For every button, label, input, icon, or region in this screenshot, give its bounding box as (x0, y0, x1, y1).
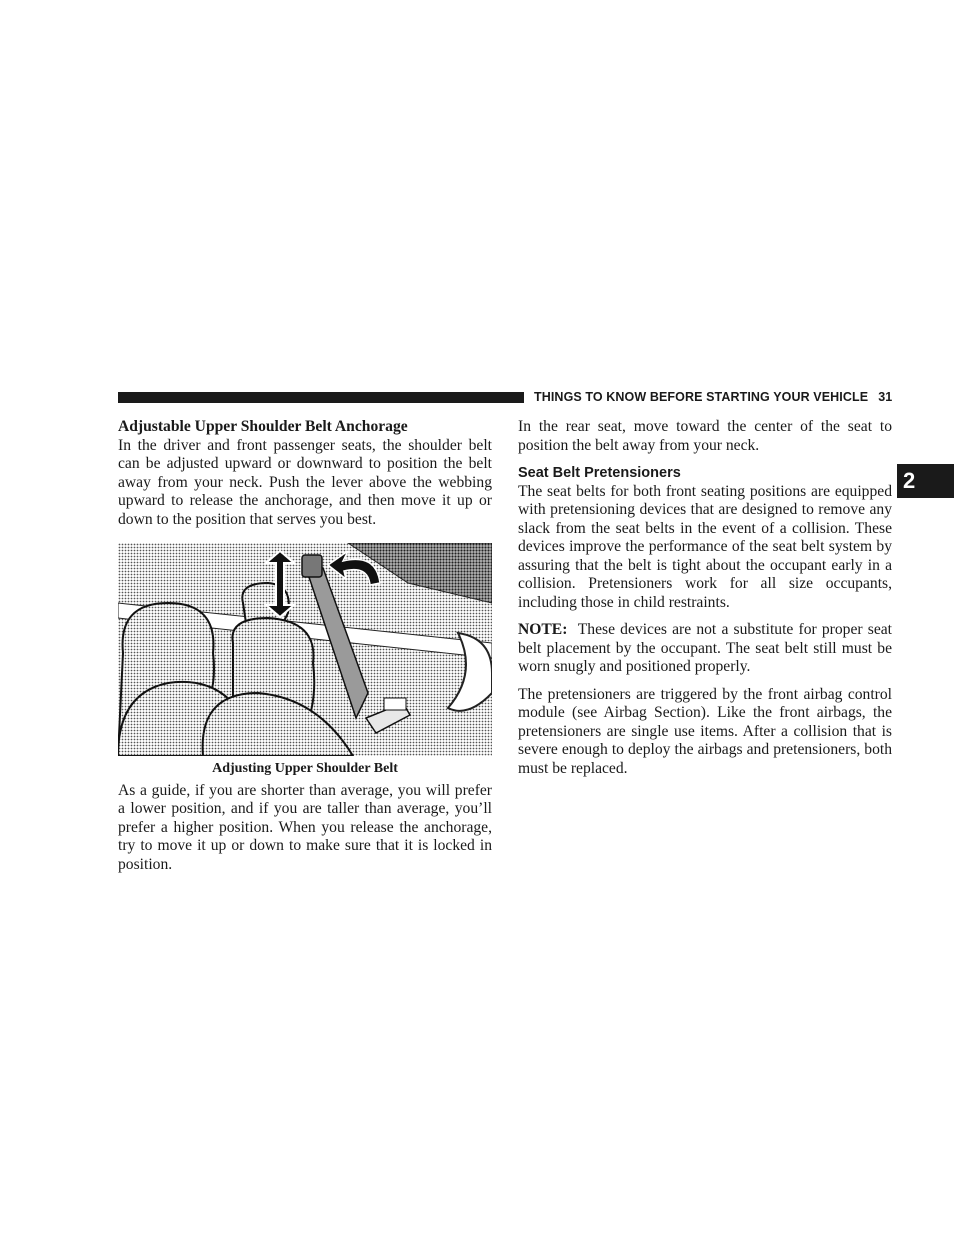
running-header (534, 390, 894, 404)
left-column (118, 418, 492, 874)
note-paragraph (518, 621, 892, 677)
right-column (518, 418, 892, 778)
rear-seat-paragraph: In the rear seat, move toward the center of the seat to position the belt away from your neck. (518, 418, 892, 454)
pretensioners-paragraph: The seat belts for both front seating positions are equipped with pretensioning devices that are designed to remove any slack from the seat belts in the event of a collision. These devices improve the performance of the seat belt system by assuring that the belt is tight about the occupant early in a collision. Pretensioners work for all size occupants, including those in child restraints. (518, 482, 892, 611)
section-title: THINGS TO KNOW BEFORE STARTING YOUR VEHICLE (534, 390, 869, 404)
anchorage-paragraph: In the driver and front passenger seats, the shoulder belt can be adjusted upward or downward to position the belt away from your neck. Push the lever above the webbing upward to release the anchorage, and then move it up or down to the position that serves you best. (118, 436, 492, 528)
pretensioners-heading: Seat Belt Pretensioners (518, 465, 681, 481)
figure-caption: Adjusting Upper Shoulder Belt (212, 761, 398, 776)
header-rule (118, 392, 524, 403)
anchorage-heading: Adjustable Upper Shoulder Belt Anchorage (118, 418, 408, 435)
note-text: These devices are not a substitute for proper seat belt placement by the occupant. The seat belt still must be worn snugly and positioned properly. (518, 621, 893, 675)
guide-paragraph: As a guide, if you are shorter than average, you will prefer a lower position, and if you are taller than average, you’ll prefer a higher position. When you release the anchorage, try to move it up or down to make sure that it is locked in position. (118, 781, 492, 873)
note-label: NOTE: (518, 621, 568, 638)
shoulder-belt-illustration (118, 543, 492, 756)
page-number: 31 (878, 390, 893, 404)
chapter-tab: 2 (897, 464, 954, 498)
trigger-paragraph: The pretensioners are triggered by the front airbag control module (see Airbag Section). Like the front airbags, the pretensioners are single use items. After a collision that is severe enough to deploy the airbags and pretensioners, both must be replaced. (518, 685, 892, 777)
